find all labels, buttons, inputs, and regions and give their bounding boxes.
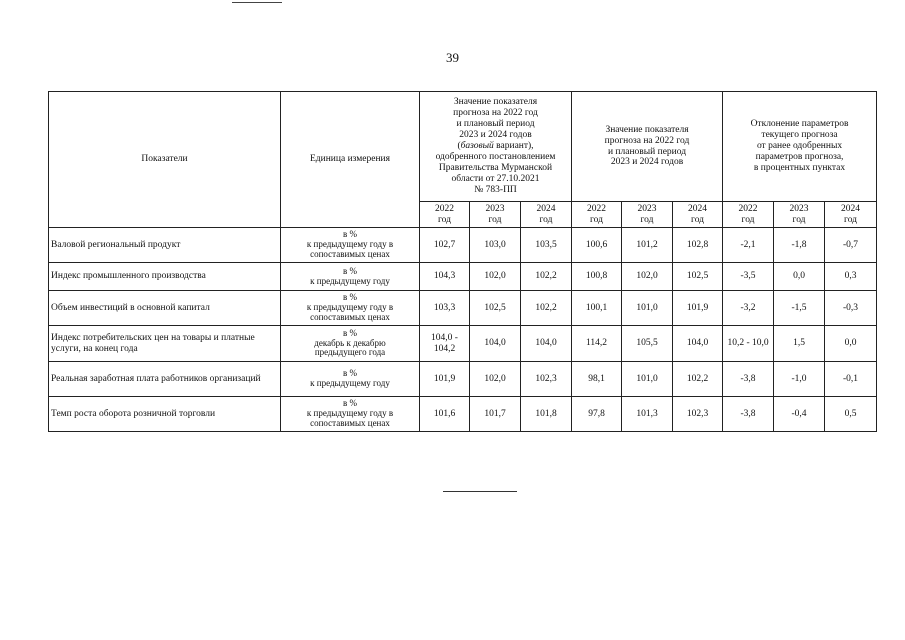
table-row <box>49 362 877 397</box>
unit-cell <box>281 228 420 263</box>
unit-line: предыдущего года <box>314 347 386 358</box>
current-value-cell: 114,2 <box>572 326 622 362</box>
approved-value-cell: 101,7 <box>470 397 521 432</box>
unit-line: в % <box>343 327 357 338</box>
unit-line: к предыдущему году в <box>306 408 394 419</box>
header-line: 2023 и 2024 годов <box>610 157 684 168</box>
current-value-cell: 101,3 <box>622 397 673 432</box>
deviation-value-cell: -0,1 <box>825 362 877 397</box>
current-value-cell: 101,0 <box>622 291 673 326</box>
approved-value-cell: 102,7 <box>420 228 470 263</box>
header-line: в процентных пунктах <box>753 162 846 173</box>
deviation-value-cell: -1,8 <box>774 228 825 263</box>
unit-cell <box>281 362 420 397</box>
deviation-value-cell: -0,4 <box>774 397 825 432</box>
header-line: № 783-ПП <box>474 184 517 195</box>
deviation-value-cell: 10,2 - 10,0 <box>723 326 774 362</box>
year-word: год <box>844 214 858 225</box>
current-value-cell: 105,5 <box>622 326 673 362</box>
deviation-value-cell: 0,3 <box>825 263 877 291</box>
year-value: 2022 <box>435 203 454 214</box>
top-rule <box>232 2 282 3</box>
header-line: текущего прогноза <box>761 130 838 141</box>
approved-value-cell: 102,2 <box>521 263 572 291</box>
approved-value-cell: 104,0 - 104,2 <box>420 326 470 362</box>
unit-line: сопоставимых ценах <box>310 248 390 259</box>
header-line: (базовый вариант), <box>457 141 534 152</box>
year-word: год <box>691 214 705 225</box>
year-value: 2024 <box>688 203 708 214</box>
approved-value-cell: 103,3 <box>420 291 470 326</box>
year-word: год <box>438 214 451 225</box>
deviation-value-cell: 0,5 <box>825 397 877 432</box>
header-line: Значение показателя <box>605 124 689 135</box>
page-number: 39 <box>446 50 459 65</box>
approved-value-cell: 104,0 <box>521 326 572 362</box>
bottom-rule <box>443 491 517 492</box>
table-row <box>49 326 877 362</box>
year-value: 2023 <box>637 203 657 214</box>
approved-value-cell: 102,2 <box>521 291 572 326</box>
current-value-cell: 102,2 <box>673 362 723 397</box>
header-deviation-text <box>725 119 874 174</box>
header-line: Отклонение параметров <box>750 119 849 130</box>
unit-line: в % <box>343 229 357 240</box>
header-year-2023 <box>470 202 521 228</box>
unit-line: декабрь к декабрю <box>314 337 386 348</box>
current-value-cell: 97,8 <box>572 397 622 432</box>
header-current-forecast-text <box>574 125 720 169</box>
approved-value-cell: 102,0 <box>470 362 521 397</box>
header-year-2023 <box>774 202 825 228</box>
approved-value-cell: 104,3 <box>420 263 470 291</box>
current-value-cell: 102,3 <box>673 397 723 432</box>
deviation-value-cell: -3,2 <box>723 291 774 326</box>
deviation-value-cell: -3,5 <box>723 263 774 291</box>
deviation-value-cell: -1,5 <box>774 291 825 326</box>
header-approved-forecast-text <box>422 97 569 195</box>
indicator-cell: Реальная заработная плата работников организаций <box>49 362 281 397</box>
current-value-cell: 102,0 <box>622 263 673 291</box>
approved-value-cell: 102,3 <box>521 362 572 397</box>
indicator-cell: Объем инвестиций в основной капитал <box>49 291 281 326</box>
current-value-cell: 100,6 <box>572 228 622 263</box>
table-row <box>49 228 877 263</box>
approved-value-cell: 102,0 <box>470 263 521 291</box>
year-word: год <box>741 214 755 225</box>
indicator-cell: Темп роста оборота розничной торговли <box>49 397 281 432</box>
header-line: от ранее одобренных <box>756 141 843 152</box>
approved-value-cell: 101,6 <box>420 397 470 432</box>
year-word: год <box>590 214 603 225</box>
approved-value-cell: 103,0 <box>470 228 521 263</box>
header-line: прогноза на 2022 год <box>604 135 690 146</box>
unit-cell <box>281 397 420 432</box>
unit-line: к предыдущему году в <box>306 302 394 313</box>
deviation-value-cell: -3,8 <box>723 397 774 432</box>
year-value: 2023 <box>789 203 809 214</box>
table-row <box>49 397 877 432</box>
header-line: и плановый период <box>456 119 535 130</box>
header-deviation <box>723 92 877 202</box>
year-word: год <box>539 214 553 225</box>
current-value-cell: 102,5 <box>673 263 723 291</box>
year-value: 2022 <box>587 203 607 214</box>
unit-line: к предыдущему году <box>310 275 390 286</box>
approved-value-cell: 101,9 <box>420 362 470 397</box>
header-year-2024 <box>825 202 877 228</box>
header-line: Значение показателя <box>453 97 538 108</box>
deviation-value-cell: 1,5 <box>774 326 825 362</box>
deviation-value-cell: -2,1 <box>723 228 774 263</box>
header-year-2023 <box>622 202 673 228</box>
approved-value-cell: 104,0 <box>470 326 521 362</box>
header-line: Правительства Мурманской <box>438 162 553 173</box>
table-row <box>49 291 877 326</box>
header-line: одобренного постановлением <box>435 151 556 162</box>
unit-line: в % <box>343 398 357 409</box>
deviation-value-cell: -1,0 <box>774 362 825 397</box>
approved-value-cell: 101,8 <box>521 397 572 432</box>
header-line: области от 27.10.2021 <box>451 173 540 184</box>
current-value-cell: 98,1 <box>572 362 622 397</box>
unit-cell <box>281 326 420 362</box>
year-value: 2024 <box>536 203 556 214</box>
table-body <box>49 228 877 432</box>
deviation-value-cell: -0,7 <box>825 228 877 263</box>
indicator-cell: Валовой региональный продукт <box>49 228 281 263</box>
current-value-cell: 104,0 <box>673 326 723 362</box>
current-value-cell: 100,1 <box>572 291 622 326</box>
deviation-value-cell: 0,0 <box>825 326 877 362</box>
year-word: год <box>488 214 502 225</box>
header-current-forecast <box>572 92 723 202</box>
indicator-cell: Индекс потребительских цен на товары и платные услуги, на конец года <box>49 326 281 362</box>
indicator-cell: Индекс промышленного производства <box>49 263 281 291</box>
year-value: 2023 <box>485 203 505 214</box>
year-word: год <box>792 214 806 225</box>
header-approved-forecast <box>420 92 572 202</box>
header-line: 2023 и 2024 годов <box>459 130 532 141</box>
unit-line: сопоставимых ценах <box>310 417 390 428</box>
header-unit: Единица измерения <box>281 92 420 228</box>
current-value-cell: 101,0 <box>622 362 673 397</box>
header-year-2024 <box>673 202 723 228</box>
year-value: 2024 <box>841 203 861 214</box>
year-value: 2022 <box>738 203 758 214</box>
approved-value-cell: 103,5 <box>521 228 572 263</box>
forecast-table <box>48 91 877 432</box>
deviation-value-cell: -0,3 <box>825 291 877 326</box>
current-value-cell: 101,9 <box>673 291 723 326</box>
current-value-cell: 101,2 <box>622 228 673 263</box>
header-indicator: Показатели <box>49 92 281 228</box>
header-line: прогноза на 2022 год <box>453 108 538 119</box>
current-value-cell: 102,8 <box>673 228 723 263</box>
unit-cell <box>281 291 420 326</box>
unit-line: в % <box>343 292 357 303</box>
unit-line: к предыдущему году в <box>306 239 394 250</box>
unit-line: в % <box>343 368 357 379</box>
current-value-cell: 100,8 <box>572 263 622 291</box>
table-row <box>49 263 877 291</box>
header-year-2024 <box>521 202 572 228</box>
header-line: и плановый период <box>607 146 687 157</box>
unit-cell <box>281 263 420 291</box>
year-word: год <box>640 214 654 225</box>
approved-value-cell: 102,5 <box>470 291 521 326</box>
header-line: параметров прогноза, <box>755 151 844 162</box>
header-year-2022 <box>723 202 774 228</box>
unit-line: сопоставимых ценах <box>310 311 390 322</box>
deviation-value-cell: -3,8 <box>723 362 774 397</box>
unit-line: к предыдущему году <box>310 378 390 388</box>
header-year-2022 <box>572 202 622 228</box>
deviation-value-cell: 0,0 <box>774 263 825 291</box>
header-year-2022 <box>420 202 470 228</box>
unit-line: в % <box>343 265 357 276</box>
